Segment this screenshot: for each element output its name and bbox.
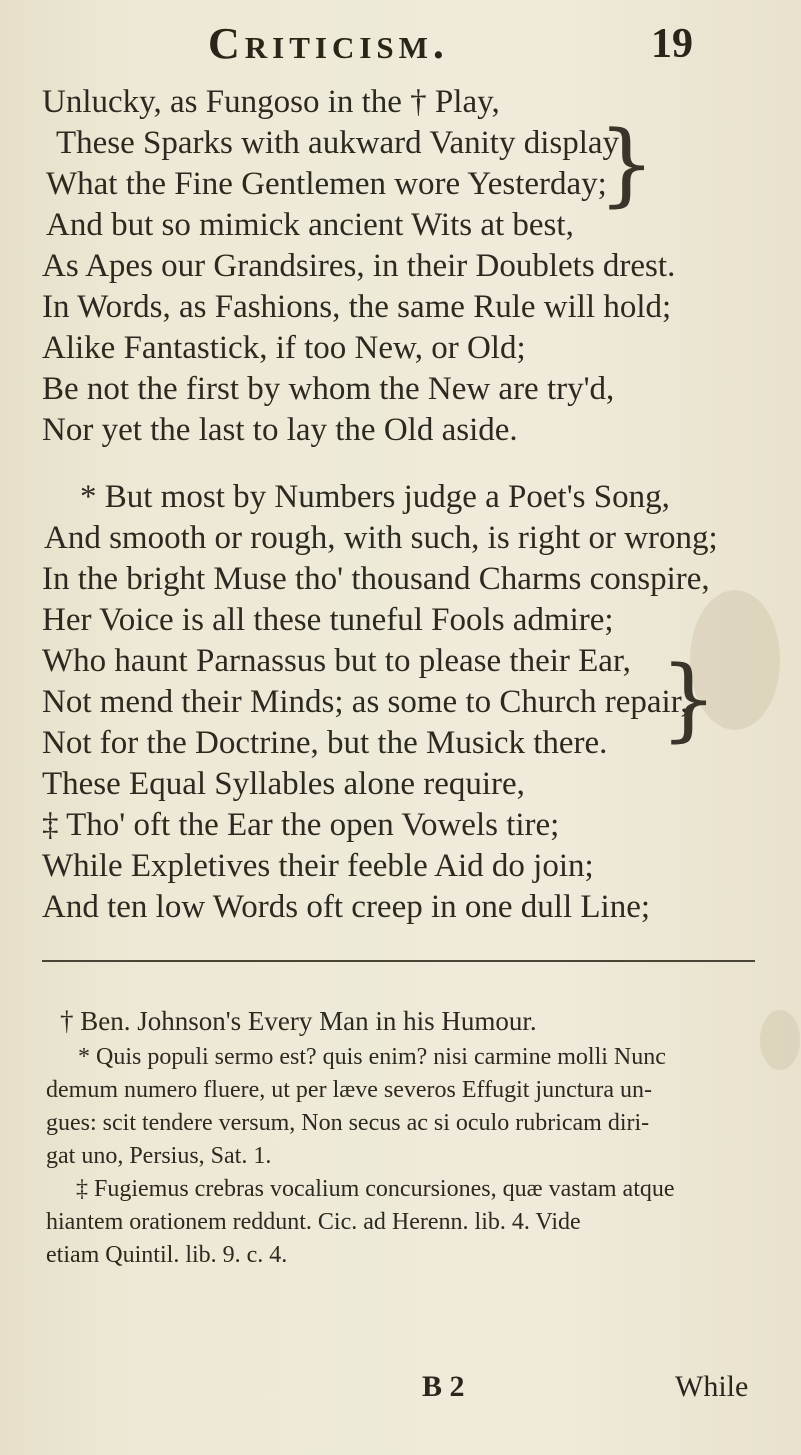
verse-line: In Words, as Fashions, the same Rule will hold; <box>42 289 672 325</box>
verse-line: As Apes our Grandsires, in their Doublets drest. <box>42 248 676 284</box>
paper-stain <box>760 1010 800 1070</box>
page-number: 19 <box>651 21 693 67</box>
verse-line: Be not the first by whom the New are try'd, <box>42 371 615 407</box>
verse-line: And smooth or rough, with such, is right or wrong; <box>44 520 718 556</box>
verse-line: In the bright Muse tho' thousand Charms conspire, <box>42 561 710 597</box>
triplet-brace: } <box>598 112 656 217</box>
signature-mark: B 2 <box>422 1370 465 1403</box>
page-header <box>0 14 801 74</box>
footnote: demum numero fluere, ut per læve severos Effugit junctura un- <box>46 1077 653 1103</box>
verse-line: While Expletives their feeble Aid do join; <box>42 848 594 884</box>
footnote-rule <box>42 960 755 962</box>
footnote: * Quis populi sermo est? quis enim? nisi carmine molli Nunc <box>78 1044 666 1070</box>
verse-line: Nor yet the last to lay the Old aside. <box>42 412 518 448</box>
footnote: hiantem orationem reddunt. Cic. ad Herenn. lib. 4. Vide <box>46 1209 581 1235</box>
verse-line: These Sparks with aukward Vanity display <box>56 125 620 161</box>
footnote: gues: scit tendere versum, Non secus ac si oculo rubricam diri- <box>46 1110 650 1136</box>
verse-line: And but so mimick ancient Wits at best, <box>46 207 574 243</box>
verse-line: Who haunt Parnassus but to please their Ear, <box>42 643 631 679</box>
verse-line: Alike Fantastick, if too New, or Old; <box>42 330 526 366</box>
verse-line: ‡ Tho' oft the Ear the open Vowels tire; <box>42 807 560 843</box>
footnote: etiam Quintil. lib. 9. c. 4. <box>46 1242 288 1268</box>
verse-line: Her Voice is all these tuneful Fools admire; <box>42 602 614 638</box>
triplet-brace: } <box>660 647 718 752</box>
footnote: † Ben. Johnson's Every Man in his Humour. <box>60 1006 537 1036</box>
verse-line: These Equal Syllables alone require, <box>42 766 525 802</box>
running-head: Criticism. <box>208 19 449 68</box>
verse-line: What the Fine Gentlemen wore Yesterday; <box>46 166 607 202</box>
verse-line: Not for the Doctrine, but the Musick there. <box>42 725 608 761</box>
footnote: gat uno, Persius, Sat. 1. <box>46 1143 272 1169</box>
footnote: ‡ Fugiemus crebras vocalium concursiones, quæ vastam atque <box>76 1176 675 1202</box>
catchword: While <box>675 1370 749 1403</box>
verse-line: Not mend their Minds; as some to Church repair, <box>42 684 689 720</box>
verse-line: And ten low Words oft creep in one dull Line; <box>42 889 651 925</box>
verse-line: * But most by Numbers judge a Poet's Song, <box>80 479 670 515</box>
verse-line: Unlucky, as Fungoso in the † Play, <box>42 84 500 120</box>
